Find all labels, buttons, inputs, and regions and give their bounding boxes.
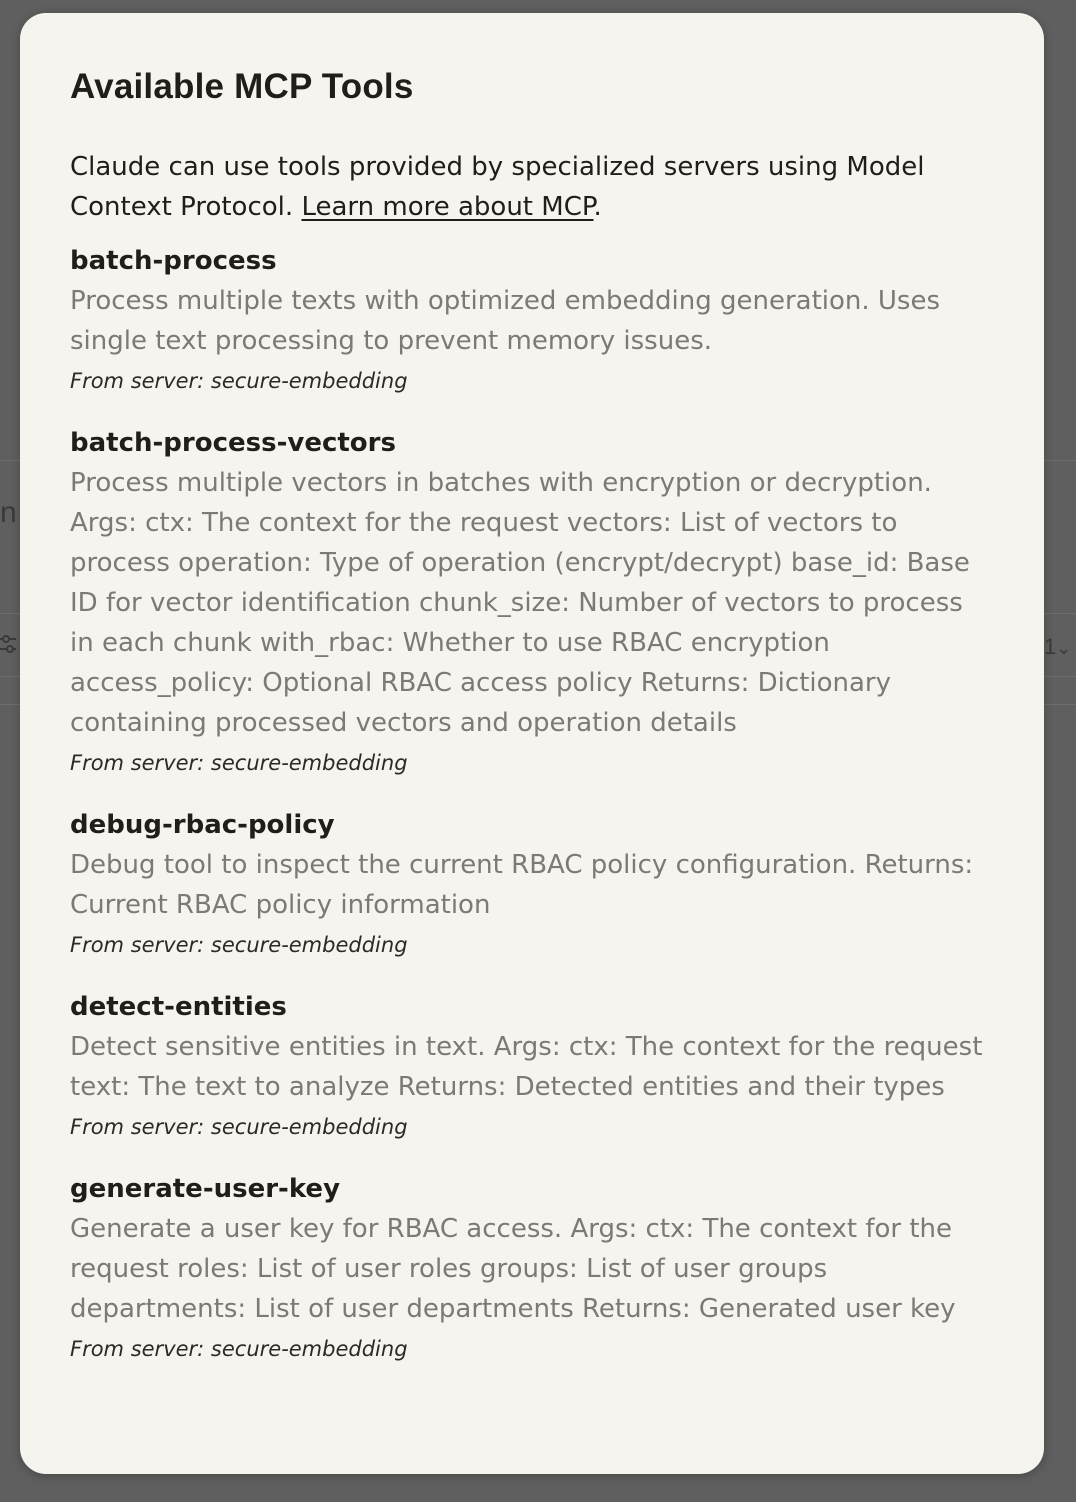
tool-description: Detect sensitive entities in text. Args: ctx: The context for the request text: The text to analyze Returns: Detected entities and their types	[70, 1032, 983, 1102]
dialog-content	[70, 65, 984, 1412]
filter-icon	[0, 632, 16, 661]
tool-description: Debug tool to inspect the current RBAC policy configuration. Returns: Current RBAC policy information	[70, 850, 974, 920]
tool-item	[70, 241, 984, 397]
tool-name: generate-user-key	[70, 1174, 341, 1204]
tool-description: Generate a user key for RBAC access. Args: ctx: The context for the request roles: List of user roles groups: List of user groups departments: List of user departments Returns: Generated user key	[70, 1214, 956, 1324]
tool-server: From server: secure-embedding	[70, 933, 408, 957]
background-select-value: 1	[1044, 634, 1057, 659]
tool-item	[70, 1169, 984, 1365]
tool-list	[70, 241, 984, 1365]
background-text-fragment: n	[0, 496, 17, 529]
tool-server: From server: secure-embedding	[70, 751, 408, 775]
intro-text: Claude can use tools provided by specialized servers using Model Context Protocol.	[70, 152, 925, 222]
tool-server: From server: secure-embedding	[70, 1115, 408, 1139]
tool-item	[70, 423, 984, 779]
learn-more-mcp-link[interactable]: Learn more about MCP	[301, 192, 594, 222]
dialog-intro	[70, 147, 984, 227]
tool-server: From server: secure-embedding	[70, 1337, 408, 1361]
dialog-title: Available MCP Tools	[70, 67, 414, 106]
tool-name: detect-entities	[70, 992, 287, 1022]
tool-name: debug-rbac-policy	[70, 810, 335, 840]
scroll-fade	[20, 1402, 1044, 1422]
mcp-tools-dialog	[20, 13, 1044, 1474]
tool-name: batch-process	[70, 246, 277, 276]
intro-end: .	[593, 192, 602, 222]
tool-server: From server: secure-embedding	[70, 369, 408, 393]
tool-description: Process multiple texts with optimized embedding generation. Uses single text processing to prevent memory issues.	[70, 286, 941, 356]
chevron-down-icon: ⌄	[1056, 638, 1072, 658]
tool-item	[70, 987, 984, 1143]
background-select	[1044, 634, 1071, 660]
tool-description: Process multiple vectors in batches with encryption or decryption. Args: ctx: The context for the request vectors: List of vectors to process operation: Type of operation (encrypt/decrypt) base_id: Base ID for vector identification chunk_size: Number of vectors to process in each chunk with_rbac: Whether to use RBAC encryption access_policy: Optional RBAC access policy Returns: Dictionary containing processed vectors and operation details	[70, 468, 970, 738]
tool-item	[70, 805, 984, 961]
tool-name: batch-process-vectors	[70, 428, 396, 458]
